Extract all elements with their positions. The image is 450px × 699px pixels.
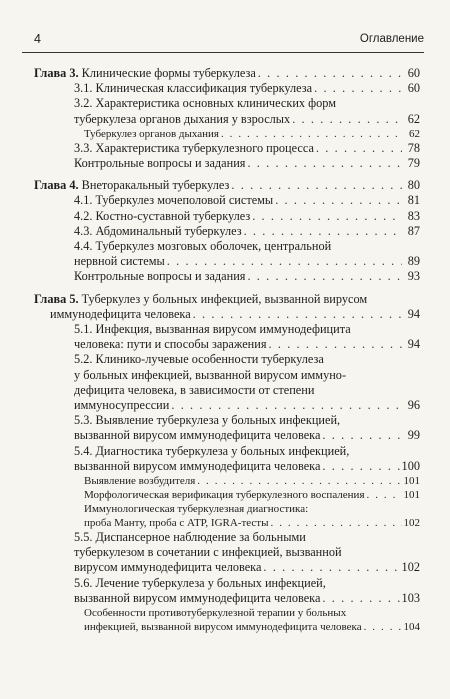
dot-leader bbox=[322, 428, 402, 443]
entry-title-line: вирусом иммунодефицита человека bbox=[74, 560, 262, 575]
page-ref: 60 bbox=[407, 66, 420, 80]
page-ref: 102 bbox=[401, 560, 420, 575]
toc-entry-5-4[interactable] bbox=[34, 444, 420, 474]
chapter-title: Клинические формы туберкулеза bbox=[81, 66, 256, 80]
entry-title-line: туберкулеза органов дыхания у взрослых bbox=[74, 111, 291, 126]
toc-entry-5-4-b[interactable] bbox=[34, 488, 420, 502]
dot-leader bbox=[244, 224, 402, 239]
chapter-title-line: иммунодефицита человека bbox=[50, 306, 191, 321]
toc-entry-3-questions[interactable] bbox=[34, 156, 420, 171]
entry-title-line: вызванной вирусом иммунодефицита человека bbox=[74, 428, 321, 443]
dot-leader bbox=[263, 560, 399, 575]
dot-leader bbox=[322, 591, 399, 606]
dot-leader bbox=[193, 307, 402, 322]
entry-title-line: дефицита человека, в зависимости от степени bbox=[74, 382, 315, 397]
dot-leader bbox=[167, 254, 402, 269]
chapter-title: Внеторакальный туберкулез bbox=[81, 178, 230, 193]
page-ref: 94 bbox=[407, 306, 420, 321]
entry-title-line: иммуносупрессии bbox=[74, 398, 170, 413]
toc-entry-5-1[interactable] bbox=[34, 322, 420, 352]
chapter-label: Глава 3. bbox=[34, 66, 79, 80]
page-ref: 93 bbox=[407, 269, 420, 284]
toc-entry-4-3[interactable] bbox=[34, 224, 420, 239]
page-ref: 62 bbox=[407, 111, 420, 126]
page-number: 4 bbox=[34, 32, 41, 46]
entry-title-line: нервной системы bbox=[74, 254, 165, 269]
entry-title-line: инфекцией, вызванной вирусом иммунодефицита человека bbox=[84, 621, 362, 634]
entry-title-line: 5.4. Диагностика туберкулеза у больных инфекцией, bbox=[74, 443, 350, 458]
page-ref: 99 bbox=[407, 428, 420, 443]
page-ref: 89 bbox=[407, 254, 420, 269]
entry-title-line: 5.1. Инфекция, вызванная вирусом иммунодефицита bbox=[74, 322, 351, 337]
entry-title-line: туберкулезом в сочетании с инфекцией, вызванной bbox=[74, 545, 342, 560]
table-of-contents bbox=[34, 66, 420, 634]
entry-title: 3.3. Характеристика туберкулезного процесса bbox=[74, 140, 314, 155]
dot-leader bbox=[269, 337, 403, 352]
entry-title-line: проба Манту, проба с АТР, IGRA-тесты bbox=[84, 517, 269, 530]
entry-title: Туберкулез органов дыхания bbox=[84, 127, 219, 140]
page-ref: 102 bbox=[403, 517, 420, 530]
entry-title-line: человека: пути и способы заражения bbox=[74, 337, 267, 352]
entry-title: 4.3. Абдоминальный туберкулез bbox=[74, 223, 242, 238]
chapter-label: Глава 5. bbox=[34, 291, 79, 306]
dot-leader bbox=[322, 459, 399, 474]
toc-entry-5-2[interactable] bbox=[34, 352, 420, 413]
entry-title: 4.2. Костно-суставной туберкулез bbox=[74, 208, 251, 223]
entry-title: Выявление возбудителя bbox=[84, 475, 196, 488]
page-ref: 100 bbox=[401, 458, 420, 473]
toc-chapter-5[interactable] bbox=[34, 292, 420, 322]
dot-leader bbox=[197, 474, 401, 488]
dot-leader bbox=[314, 81, 402, 96]
dot-leader bbox=[252, 209, 402, 224]
page-ref: 101 bbox=[403, 475, 420, 488]
running-title: Оглавление bbox=[359, 33, 424, 45]
entry-title-line: Иммунологическая туберкулезная диагностика: bbox=[84, 503, 309, 516]
dot-leader bbox=[258, 66, 402, 81]
entry-title: Морфологическая верификация туберкулезного воспаления bbox=[84, 489, 365, 502]
page-ref: 101 bbox=[403, 489, 420, 502]
entry-title-line: 5.5. Диспансерное наблюдение за больными bbox=[74, 530, 306, 545]
page-ref: 60 bbox=[407, 81, 420, 96]
toc-entry-4-2[interactable] bbox=[34, 209, 420, 224]
page-ref: 79 bbox=[407, 156, 420, 171]
toc-entry-3-3[interactable] bbox=[34, 141, 420, 156]
entry-title: Контрольные вопросы и задания bbox=[74, 269, 246, 284]
entry-title: Контрольные вопросы и задания bbox=[74, 156, 246, 171]
dot-leader bbox=[316, 141, 402, 156]
toc-entry-5-4-a[interactable] bbox=[34, 474, 420, 488]
page-ref: 80 bbox=[407, 178, 420, 193]
page-ref: 87 bbox=[407, 223, 420, 238]
dot-leader bbox=[231, 178, 402, 193]
dot-leader bbox=[221, 127, 402, 141]
page-header bbox=[22, 32, 424, 53]
entry-title-line: 5.6. Лечение туберкулеза у больных инфекцией, bbox=[74, 575, 326, 590]
toc-entry-5-6[interactable] bbox=[34, 576, 420, 606]
chapter-label: Глава 4. bbox=[34, 178, 79, 193]
entry-title-line: у больных инфекцией, вызванной вирусом иммуно- bbox=[74, 367, 347, 382]
chapter-title-line: Туберкулез у больных инфекцией, вызванной вирусом bbox=[81, 291, 368, 306]
dot-leader bbox=[271, 516, 402, 530]
toc-chapter-4[interactable] bbox=[34, 178, 420, 193]
entry-title-line: вызванной вирусом иммунодефицита человека bbox=[74, 458, 321, 473]
entry-title-line: вызванной вирусом иммунодефицита человека bbox=[74, 590, 321, 605]
entry-title-line: Особенности противотуберкулезной терапии у больных bbox=[84, 607, 347, 620]
dot-leader bbox=[171, 398, 402, 413]
toc-entry-4-1[interactable] bbox=[34, 193, 420, 208]
toc-entry-5-6-a[interactable] bbox=[34, 606, 420, 634]
page-ref: 103 bbox=[401, 590, 420, 605]
dot-leader bbox=[275, 193, 402, 208]
dot-leader bbox=[292, 112, 402, 127]
page-ref: 62 bbox=[409, 127, 420, 140]
page-ref: 83 bbox=[407, 208, 420, 223]
page-ref: 94 bbox=[407, 337, 420, 352]
toc-entry-5-3[interactable] bbox=[34, 413, 420, 443]
toc-entry-5-5[interactable] bbox=[34, 530, 420, 576]
toc-entry-4-questions[interactable] bbox=[34, 269, 420, 284]
entry-title-line: 5.3. Выявление туберкулеза у больных инфекцией, bbox=[74, 413, 341, 428]
toc-entry-5-4-c[interactable] bbox=[34, 502, 420, 530]
dot-leader bbox=[364, 620, 402, 634]
dot-leader bbox=[367, 488, 402, 502]
toc-entry-4-4[interactable] bbox=[34, 239, 420, 269]
entry-title: 4.1. Туберкулез мочеполовой системы bbox=[74, 193, 274, 208]
toc-entry-3-2-sub[interactable] bbox=[34, 127, 420, 141]
entry-title-line: 4.4. Туберкулез мозговых оболочек, центральной bbox=[74, 239, 332, 254]
page-ref: 104 bbox=[403, 621, 420, 634]
page-ref: 78 bbox=[407, 140, 420, 155]
page-ref: 96 bbox=[407, 398, 420, 413]
entry-title-line: 3.2. Характеристика основных клинических форм bbox=[74, 96, 336, 111]
dot-leader bbox=[247, 156, 402, 171]
dot-leader bbox=[247, 269, 402, 284]
toc-chapter-3[interactable] bbox=[34, 66, 420, 81]
toc-entry-3-2[interactable] bbox=[34, 96, 420, 126]
page-ref: 81 bbox=[407, 193, 420, 208]
entry-title: 3.1. Клиническая классификация туберкулеза bbox=[74, 81, 313, 96]
entry-title-line: 5.2. Клинико-лучевые особенности туберкулеза bbox=[74, 352, 324, 367]
toc-entry-3-1[interactable] bbox=[34, 81, 420, 96]
